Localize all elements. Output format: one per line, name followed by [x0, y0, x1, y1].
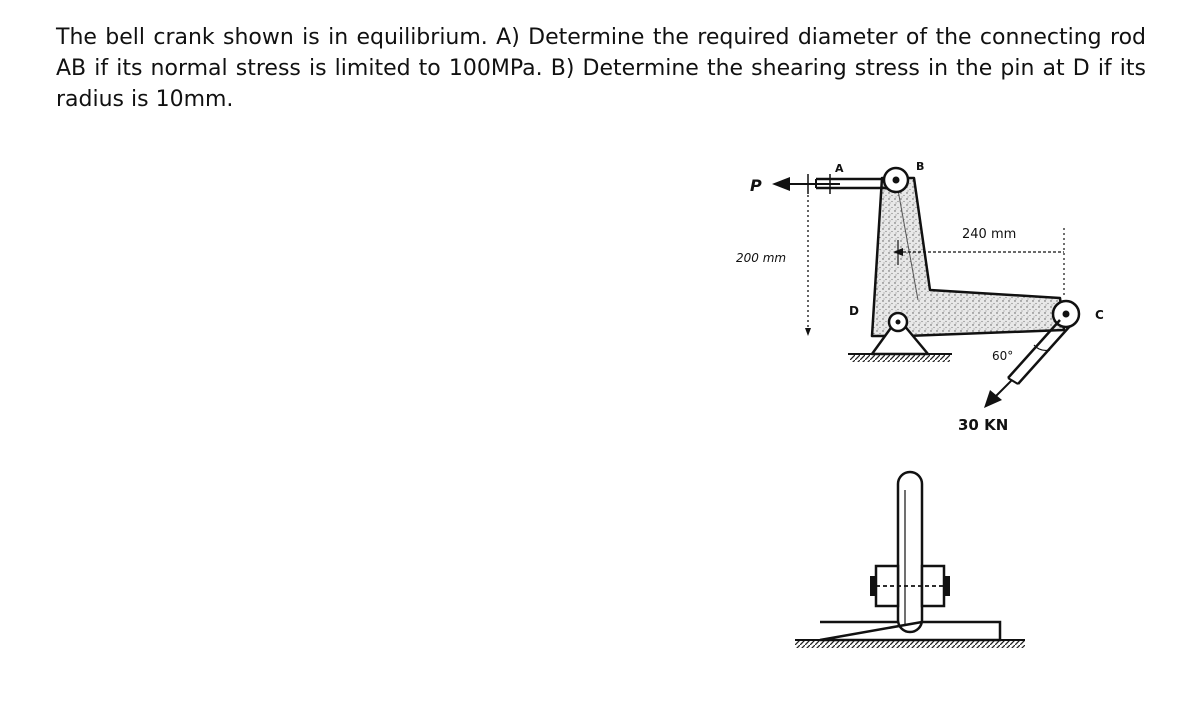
label-d: D: [849, 304, 859, 318]
label-240mm: 240 mm: [962, 227, 1017, 242]
load-arrow: [984, 380, 1012, 408]
label-200mm: 200 mm: [736, 251, 787, 265]
label-b: B: [916, 160, 925, 173]
support-section-view: [795, 472, 1025, 648]
label-load: 30 KN: [958, 416, 1009, 434]
pin-b: [884, 168, 908, 192]
label-a: A: [835, 162, 844, 175]
label-p: P: [750, 176, 762, 195]
force-p-arrow: [772, 174, 840, 194]
label-c: C: [1095, 308, 1104, 322]
dim-vertical: [805, 195, 811, 336]
label-angle: 60°: [992, 349, 1014, 363]
problem-text: The bell crank shown is in equilibrium. A) Determine the required diameter of the connecting rod AB if its normal stress is limited to 100MPa. B) Determine the shearing stress in the pin at D if its radius is 10mm.: [56, 25, 1146, 112]
